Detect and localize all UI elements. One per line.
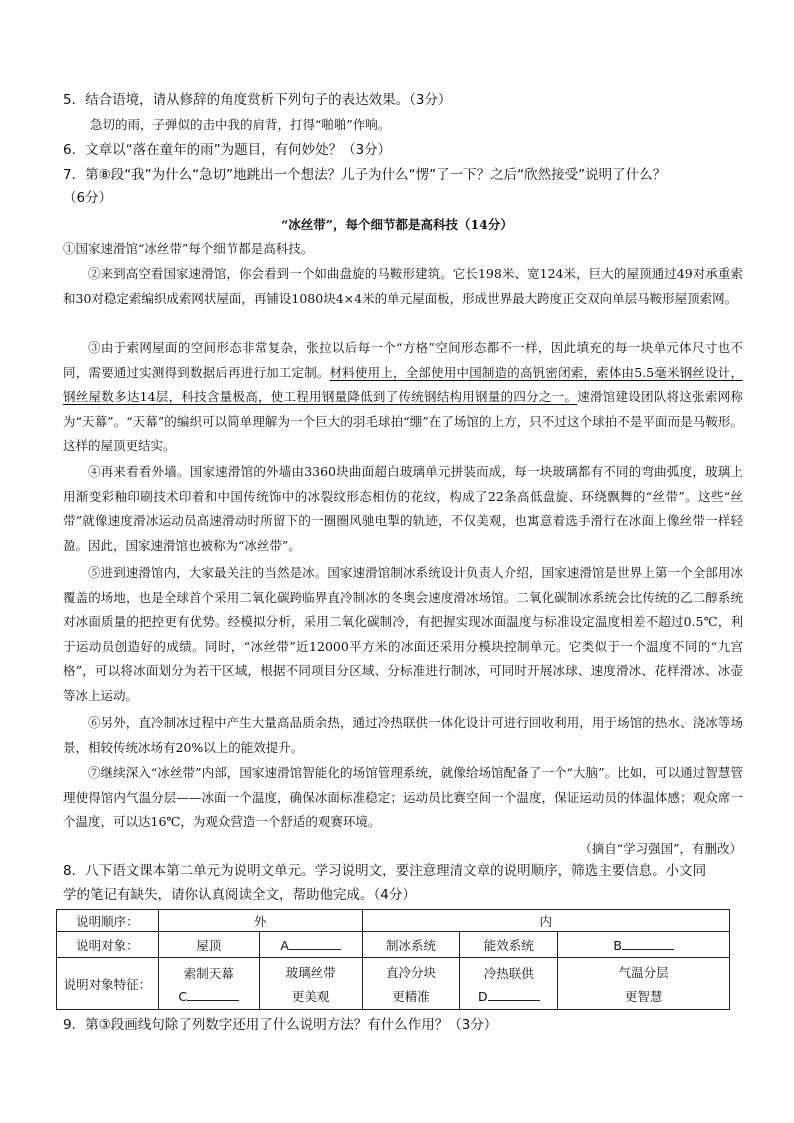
order-inside: 内 <box>362 910 729 932</box>
blank-label-c: C <box>178 988 188 1004</box>
question-7-line2: （6分） <box>63 190 113 206</box>
answer-blank-c[interactable] <box>187 988 239 1001</box>
row-label-features: 说明对象特征： <box>57 958 159 1010</box>
table-row-features <box>57 958 730 1010</box>
answer-blank-b[interactable] <box>622 937 674 950</box>
feature-bottom: 更美观 <box>291 988 330 1004</box>
feature-top: 直冷分块 <box>385 964 436 980</box>
blank-label-a: A <box>280 937 289 953</box>
paragraph-6: ⑥另外，直冷制冰过程中产生大量高品质余热，通过冷热联供一体化设计可进行回收利用，用于场馆的热水、浇冰等场景，相较传统冰场有20%以上的能效提升。 <box>63 715 743 755</box>
paragraph-3 <box>63 336 743 459</box>
article-source: （摘自“学习强国”，有删改） <box>579 841 742 856</box>
feature-top: 气温分层 <box>618 964 669 980</box>
object-cell: 能效系统 <box>460 932 558 958</box>
table-row-objects <box>57 932 730 958</box>
feature-top: 玻璃丝带 <box>285 964 336 980</box>
question-8-line1: 8．八下语文课本第二单元为说明文单元。学习说明文，要注意理清文章的说明顺序，筛选主要信息。小文同 <box>63 863 707 879</box>
paragraph-2: ②来到高空看国家速滑馆，你会看到一个如曲盘旋的马鞍形建筑。它长198米、宽124米，巨大的屋顶通过49对承重索和30对稳定索编织成索网状屋面，再铺设1080块4×4米的单元屋面板，形成世界最大跨度正交双向单层马鞍形屋顶索网。 <box>63 266 743 306</box>
order-outside: 外 <box>158 910 362 932</box>
feature-cell[interactable] <box>460 958 558 1010</box>
feature-cell <box>362 958 460 1010</box>
question-9: 9．第③段画线句除了列数字还用了什么说明方法？有什么作用？（3分） <box>63 1017 498 1033</box>
blank-label-d: D <box>477 988 488 1004</box>
article-title: “冰丝带”，每个细节都是高科技（14分） <box>281 217 513 232</box>
object-cell: 屋顶 <box>158 932 259 958</box>
question-5: 5．结合语境，请从修辞的角度赏析下列句子的表达效果。（3分） <box>63 92 452 108</box>
feature-cell[interactable] <box>158 958 259 1010</box>
blank-label-b: B <box>613 937 622 953</box>
object-cell-blank-b[interactable] <box>558 932 730 958</box>
feature-cell <box>558 958 730 1010</box>
question-5-quote: 急切的雨，子弹似的击中我的肩背，打得“啪啪”作响。 <box>90 117 391 132</box>
feature-bottom: 更精准 <box>392 988 430 1004</box>
paragraph-3-underlined: 材料使用上，全部使用中国制造的高钒密闭索，索体由5.5毫米钢丝设计，钢丝屋数多达14层，科技含量极高，使工程用钢量降低到了传统钢结构用钢量的四分之一。 <box>63 364 743 404</box>
paragraph-3-part-b: 速滑馆建设团队将这张索网称为“天幕”。“天幕”的编织可以简单理解为一个巨大的羽毛球拍“绷”在了场馆的上方，只不过这个球拍不是平面而是马鞍形。这样的屋顶更结实。 <box>63 389 743 453</box>
row-label-order: 说明顺序： <box>57 910 159 932</box>
row-label-objects: 说明对象： <box>57 932 159 958</box>
question-7-line1: 7．第⑧段“我”为什么“急切”地跳出一个想法？儿子为什么“愣”了一下？之后“欣然接受”说明了什么？ <box>63 167 667 183</box>
paragraph-1-text: ①国家速滑馆“冰丝带”每个细节都是高科技。 <box>63 241 314 256</box>
paragraph-4: ④再来看看外墙。国家速滑馆的外墙由3360块曲面超白玻璃单元拼装而成，每一块玻璃都有不同的弯曲弧度，玻璃上用渐变彩釉印刷技术印着和中国传统饰中的冰裂纹形态相仿的花纹，构成了22条高低盘旋、环绕飘舞的“丝带”。这些“丝带”就像速度滑冰运动员高速滑动时所留下的一圈圈风驰电掣的轨迹，不仅美观，也寓意着选手滑行在冰面上像丝带一样轻盈。因此，国家速滑馆也被称为“冰丝带”。 <box>63 464 743 553</box>
question-8-line2: 学的笔记有缺失，请你认真阅读全文，帮助他完成。（4分） <box>63 887 416 903</box>
feature-top: 索制天幕 <box>183 965 234 981</box>
table-row-order <box>57 910 730 932</box>
feature-cell <box>259 958 362 1010</box>
paragraph-3-part-a: ③由于索网屋面的空间形态非常复杂，张拉以后每一个“方格”空间形态都不一样，因此填充的每一块单元体尺寸也不同，需要通过实测得到数据后再进行加工定制。 <box>63 340 743 380</box>
object-cell: 制冰系统 <box>362 932 460 958</box>
question-6: 6．文章以“落在童年的雨”为题目，有何妙处？（3分） <box>63 142 392 158</box>
paragraph-7: ⑦继续深入“冰丝带”内部，国家速滑馆智能化的场馆管理系统，就像给场馆配备了一个“大脑”。比如，可以通过智慧管理使得馆内气温分层——冰面一个温度，确保冰面标准稳定；运动员比赛空间一个温度，保证运动员的体温体感；观众席一个温度，可以达16℃，为观众营造一个舒适的观赛环境。 <box>63 765 743 829</box>
paragraph-5: ⑤进到速滑馆内，大家最关注的当然是冰。国家速滑馆制冰系统设计负责人介绍，国家速滑馆是世界上第一个全部用冰覆盖的场地，也是全球首个采用二氧化碳跨临界直冷制冰的冬奥会速度滑冰场馆。二氧化碳制冰系统会比传统的乙二醇系统对冰面质量的把控更有优势。经模拟分析，采用二氧化碳制冷，有把握实现冰面温度与标准设定温度相差不超过0.5℃，利于运动员创造好的成绩。同时，“冰丝带”近12000平方米的冰面还采用分模块控制单元。它类似于一个温度不同的“九宫格”，可以将冰面划分为若干区域，根据不同项目分区域、分标准进行制冰，可同时开展冰球、速度滑冰、花样滑冰、冰壶等冰上运动。 <box>63 565 743 703</box>
answer-blank-d[interactable] <box>488 988 540 1001</box>
feature-bottom: 更智慧 <box>624 988 663 1004</box>
feature-top: 冷热联供 <box>483 965 534 981</box>
paragraph-1 <box>63 237 743 262</box>
notes-table <box>56 909 730 1010</box>
object-cell-blank-a[interactable] <box>259 932 362 958</box>
answer-blank-a[interactable] <box>289 937 341 950</box>
